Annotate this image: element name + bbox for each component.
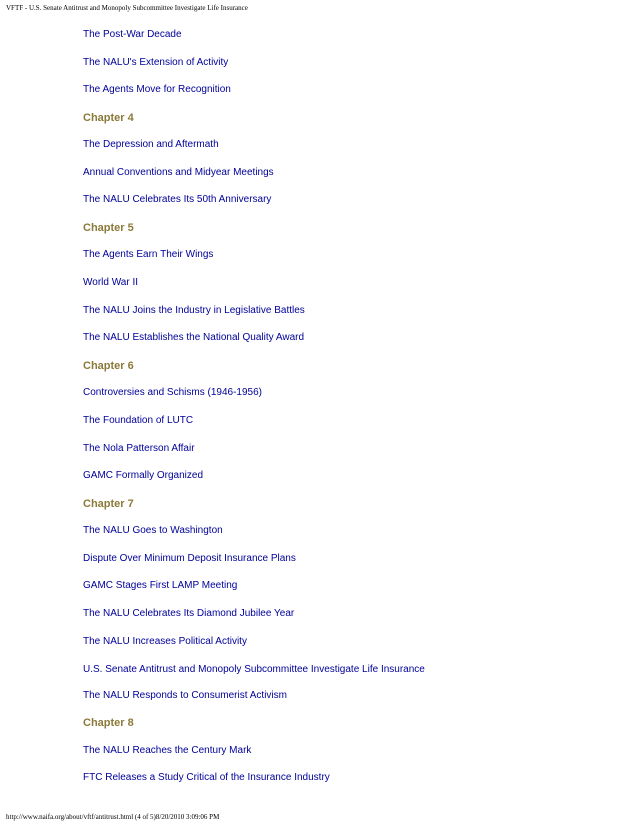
toc-link[interactable]: The NALU Reaches the Century Mark [83,745,252,756]
toc-link[interactable]: The NALU Establishes the National Quality Award [83,332,305,343]
print-footer-url: http://www.naifa.org/about/vftf/antitrust.html (4 of 5)8/20/2010 3:09:06 PM [6,813,220,821]
print-header-title: VFTF - U.S. Senate Antitrust and Monopoly Subcommittee Investigate Life Insurance [6,4,248,12]
toc-link[interactable]: Controversies and Schisms (1946-1956) [83,387,262,398]
toc-link[interactable]: The Nola Patterson Affair [83,443,195,454]
toc-link[interactable]: The Agents Earn Their Wings [83,249,214,260]
toc-link[interactable]: The NALU Goes to Washington [83,525,223,536]
chapter-heading: Chapter 8 [83,717,134,729]
toc-link[interactable]: World War II [83,277,139,288]
toc-link[interactable]: The Foundation of LUTC [83,415,194,426]
toc-link[interactable]: The NALU Celebrates Its Diamond Jubilee Year [83,608,295,619]
chapter-heading: Chapter 4 [83,112,134,124]
toc-link[interactable]: The Depression and Aftermath [83,139,219,150]
toc-link[interactable]: Annual Conventions and Midyear Meetings [83,167,274,178]
toc-link[interactable]: Dispute Over Minimum Deposit Insurance Plans [83,553,296,564]
chapter-heading: Chapter 6 [83,360,134,372]
chapter-heading: Chapter 5 [83,222,134,234]
toc-link[interactable]: The Post-War Decade [83,29,182,40]
toc-link[interactable]: GAMC Stages First LAMP Meeting [83,580,238,591]
toc-link[interactable]: The NALU Responds to Consumerist Activism [83,690,287,701]
toc-link[interactable]: FTC Releases a Study Critical of the Insurance Industry [83,772,330,783]
toc-link[interactable]: The NALU Joins the Industry in Legislative Battles [83,305,305,316]
toc-link[interactable]: The Agents Move for Recognition [83,84,231,95]
table-of-contents [83,0,623,828]
toc-link[interactable]: The NALU's Extension of Activity [83,57,229,68]
toc-link[interactable]: GAMC Formally Organized [83,470,204,481]
chapter-heading: Chapter 7 [83,498,134,510]
toc-link[interactable]: The NALU Celebrates Its 50th Anniversary [83,194,272,205]
toc-link[interactable]: U.S. Senate Antitrust and Monopoly Subcommittee Investigate Life Insurance [83,664,425,675]
toc-link[interactable]: The NALU Increases Political Activity [83,636,247,647]
